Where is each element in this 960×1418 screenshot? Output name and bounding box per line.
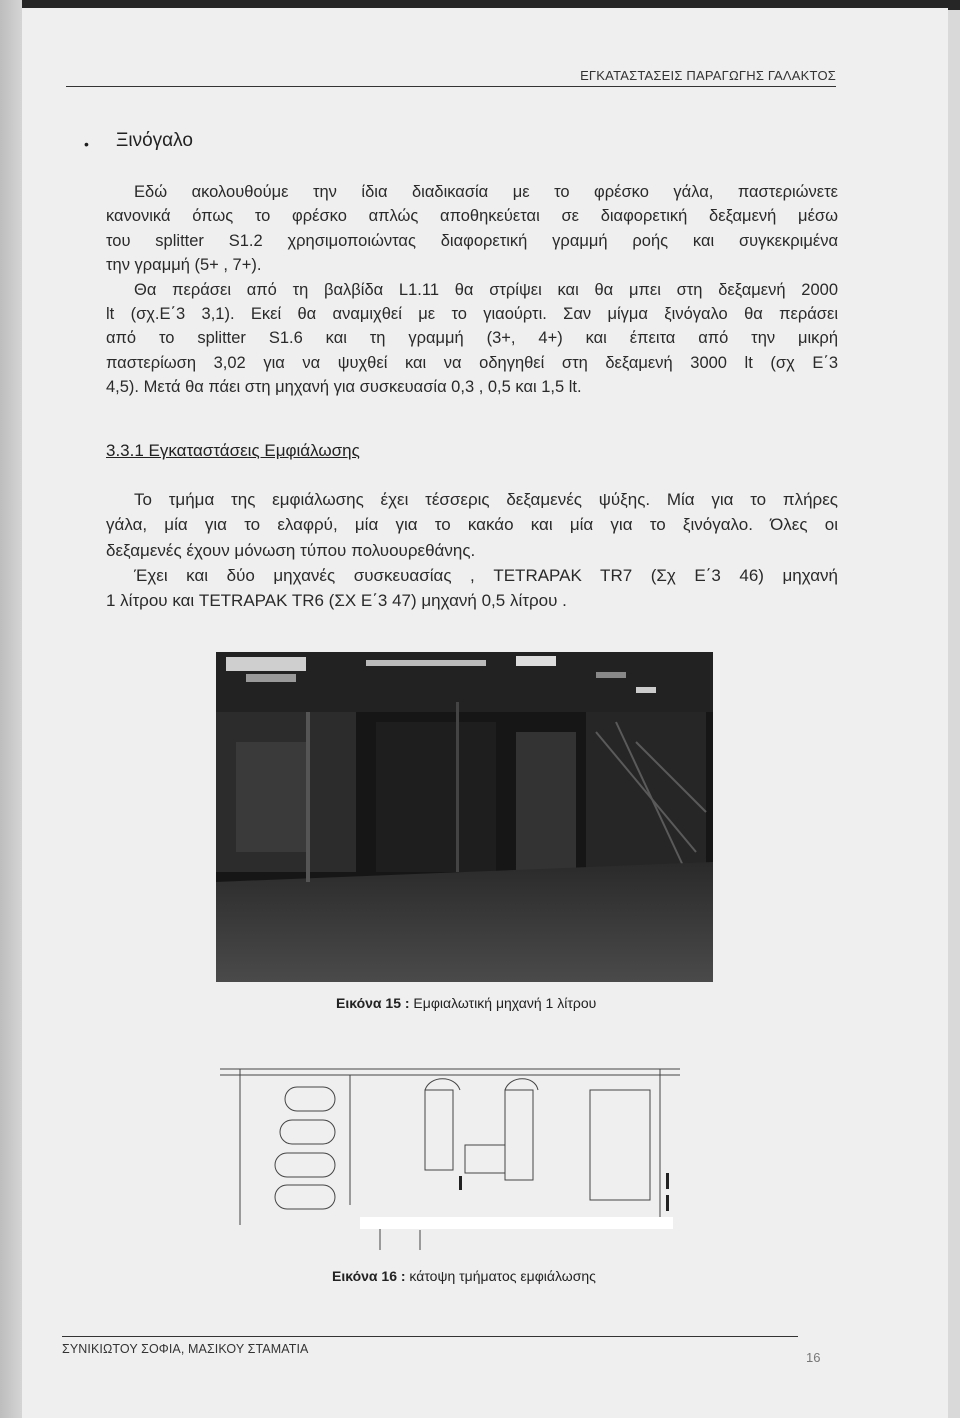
- running-header: ΕΓΚΑΤΑΣΤΑΣΕΙΣ ΠΑΡΑΓΩΓΗΣ ΓΑΛΑΚΤΟΣ: [66, 68, 836, 87]
- subsection-heading: 3.3.1 Εγκαταστάσεις Εμφιάλωσης: [106, 441, 360, 460]
- section-body: [106, 180, 838, 400]
- body-line: γάλα, μία για το ελαφρύ, μία για το κακάο και μία για το ξινόγαλο. Όλες οι: [106, 515, 838, 535]
- figure-caption-text: Εμφιαλωτική μηχανή 1 λίτρου: [409, 995, 597, 1011]
- figure-caption-text: κάτοψη τμήματος εμφιάλωσης: [405, 1268, 596, 1284]
- body-line: του splitter S1.2 χρησιμοποιώντας διαφορετική γραμμή ροής και συγκεκριμένα: [106, 231, 838, 250]
- figure-16-caption: [332, 1268, 596, 1284]
- bullet-icon: •: [84, 136, 89, 152]
- body-line: παστερίωση 3,02 για να ψυχθεί και να οδηγηθεί στη δεξαμενή 3000 lt (σχ Ε΄3: [106, 353, 838, 372]
- figure-label: Εικόνα 15 :: [336, 995, 410, 1011]
- body-line: Εδώ ακολουθούμε την ίδια διαδικασία με το φρέσκο γάλα, παστεριώνετε: [134, 183, 838, 201]
- footer-rule: [62, 1336, 798, 1337]
- scan-left-edge: [0, 0, 22, 1418]
- subsection-body: [106, 487, 838, 613]
- body-line: από το splitter S1.6 και τη γραμμή (3+, 4+) και έπειτα από την μικρή: [106, 329, 838, 348]
- body-line: 1 λίτρου και TETRAPAK TR6 (ΣΧ Ε΄3 47) μηχανή 0,5 λίτρου .: [106, 591, 567, 611]
- body-line: Θα περάσει από τη βαλβίδα L1.11 θα στρίψει και θα μπει στη δεξαμενή 2000: [134, 280, 838, 299]
- body-line: Το τμήμα της εμφιάλωσης έχει τέσσερις δεξαμενές ψύξης. Μία για το πλήρες: [134, 490, 838, 509]
- page-number: 16: [806, 1350, 821, 1365]
- footer-authors: ΣΥΝΙΚΙΩΤΟΥ ΣΟΦΙΑ, ΜΑΣΙΚΟΥ ΣΤΑΜΑΤΙΑ: [62, 1342, 309, 1356]
- figure-15-caption: [336, 995, 596, 1011]
- body-line: lt (σχ.Ε΄3 3,1). Εκεί θα αναμιχθεί με το γιαούρτι. Σαν μίγμα ξινόγαλο θα περάσει: [106, 305, 838, 324]
- body-line: Έχει και δύο μηχανές συσκευασίας , TETRAPAK TR7 (Σχ Ε΄3 46) μηχανή: [134, 565, 838, 585]
- body-line: την γραμμή (5+ , 7+).: [106, 256, 262, 275]
- section-title: Ξινόγαλο: [116, 130, 193, 151]
- body-line: 4,5). Μετά θα πάει στη μηχανή για συσκευασία 0,3 , 0,5 και 1,5 lt.: [106, 378, 582, 397]
- body-line: κανονικά όπως το φρέσκο απλώς αποθηκεύεται σε διαφορετική δεξαμενή μέσω: [106, 207, 838, 226]
- figure-label: Εικόνα 16 :: [332, 1268, 406, 1284]
- body-line: δεξαμενές έχουν μόνωση τύπου πολυουρεθάνης.: [106, 540, 476, 560]
- bottling-floor-plan: [220, 1055, 690, 1255]
- bottling-machine-photo: [216, 652, 713, 982]
